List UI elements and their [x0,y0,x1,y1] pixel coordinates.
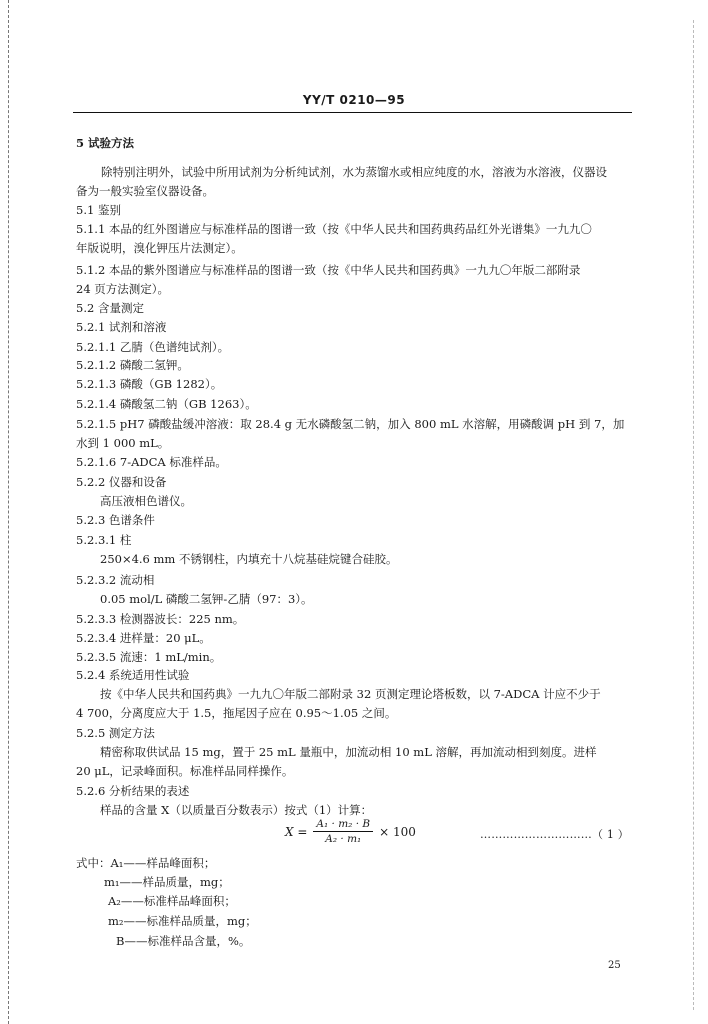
text-line-s5214: 5.2.1.4 磷酸氢二钠（GB 1263）。 [76,397,257,411]
text-line-s524c: 4 700，分离度应大于 1.5，拖尾因子应在 0.95～1.05 之间。 [76,706,397,720]
formula-lhs: X = [285,824,308,839]
text-line-s5212: 5.2.1.2 磷酸二氢钾。 [76,358,189,372]
formula-1 [285,818,416,845]
text-line-s5232: 5.2.3.2 流动相 [76,573,155,587]
text-line-s522: 5.2.2 仪器和设备 [76,475,167,489]
text-line-s512b: 24 页方法测定）。 [76,282,170,296]
equation-reference: …………………………（ 1 ） [480,828,629,841]
text-line-s5234: 5.2.3.4 进样量：20 μL。 [76,631,211,645]
text-line-s5232b: 0.05 mol/L 磷酸二氢钾-乙腈（97：3）。 [100,592,313,606]
text-line-s524b: 按《中华人民共和国药典》一九九〇年版二部附录 32 页测定理论塔板数，以 7-ADCA 计应不少于 [100,687,601,701]
text-line-s526b: 样品的含量 X（以质量百分数表示）按式（1）计算： [100,803,373,817]
text-line-p0a: 除特别注明外，试验中所用试剂为分析纯试剂，水为蒸馏水或相应纯度的水，溶液为水溶液，仪器设 [101,165,607,179]
text-line-p0b: 备为一般实验室仪器设备。 [76,184,214,198]
page-edge-line [693,20,694,1010]
text-line-s5211: 5.2.1.1 乙腈（色谱纯试剂）。 [76,340,230,354]
text-line-s526: 5.2.6 分析结果的表述 [76,784,190,798]
formula-denominator: A₂ · m₁ [325,833,362,845]
text-line-s51: 5.1 鉴别 [76,203,121,217]
text-line-s5231b: 250×4.6 mm 不锈钢柱，内填充十八烷基硅烷键合硅胶。 [100,552,398,566]
text-line-s5233: 5.2.3.3 检测器波长：225 nm。 [76,612,245,626]
variable-definition-w5: B——标准样品含量，%。 [116,934,251,948]
binding-margin-line [8,0,9,1024]
variable-definition-w3: A₂——标准样品峰面积； [108,894,236,908]
standard-header: YY/T 0210—95 [302,93,406,107]
text-line-s52: 5.2 含量测定 [76,301,144,315]
header-rule [73,112,632,113]
text-line-s5215a: 5.2.1.5 pH7 磷酸盐缓冲溶液：取 28.4 g 无水磷酸氢二钠，加入 800 mL 水溶解，用磷酸调 pH 到 7，加 [76,417,625,431]
text-line-s521: 5.2.1 试剂和溶液 [76,320,167,334]
text-line-s525b: 精密称取供试品 15 mg，置于 25 mL 量瓶中，加流动相 10 mL 溶解，再加流动相到刻度。进样 [100,745,597,759]
text-line-s511a: 5.1.1 本品的红外图谱应与标准样品的图谱一致（按《中华人民共和国药典药品红外光谱集》一九九〇 [76,222,592,236]
formula-numerator: A₁ · m₂ · B [313,818,373,832]
formula-fraction [313,818,373,845]
variable-definition-w1: 式中：A₁——样品峰面积； [76,856,216,870]
variable-definition-w2: m₁——样品质量，mg； [104,875,230,889]
text-line-s5213: 5.2.1.3 磷酸（GB 1282）。 [76,377,223,391]
formula-rhs: × 100 [379,824,416,839]
text-line-s523: 5.2.3 色谱条件 [76,513,155,527]
text-line-s511b: 年版说明，溴化钾压片法测定）。 [76,241,243,255]
text-line-s5235: 5.2.3.5 流速：1 mL/min。 [76,650,222,664]
text-line-s524: 5.2.4 系统适用性试验 [76,668,190,682]
text-line-s5216: 5.2.1.6 7-ADCA 标准样品。 [76,455,227,469]
text-line-s512a: 5.1.2 本品的紫外图谱应与标准样品的图谱一致（按《中华人民共和国药典》一九九〇年版二部附录 [76,263,581,277]
text-line-s525c: 20 μL，记录峰面积。标准样品同样操作。 [76,764,294,778]
text-line-s5231: 5.2.3.1 柱 [76,533,132,547]
text-line-s5215b: 水到 1 000 mL。 [76,436,170,450]
text-line-s525: 5.2.5 测定方法 [76,726,155,740]
text-line-title5: 5 试验方法 [76,136,135,150]
text-line-s522b: 高压液相色谱仪。 [100,494,192,508]
page-number: 25 [608,960,621,971]
variable-definition-w4: m₂——标准样品质量，mg； [108,914,257,928]
